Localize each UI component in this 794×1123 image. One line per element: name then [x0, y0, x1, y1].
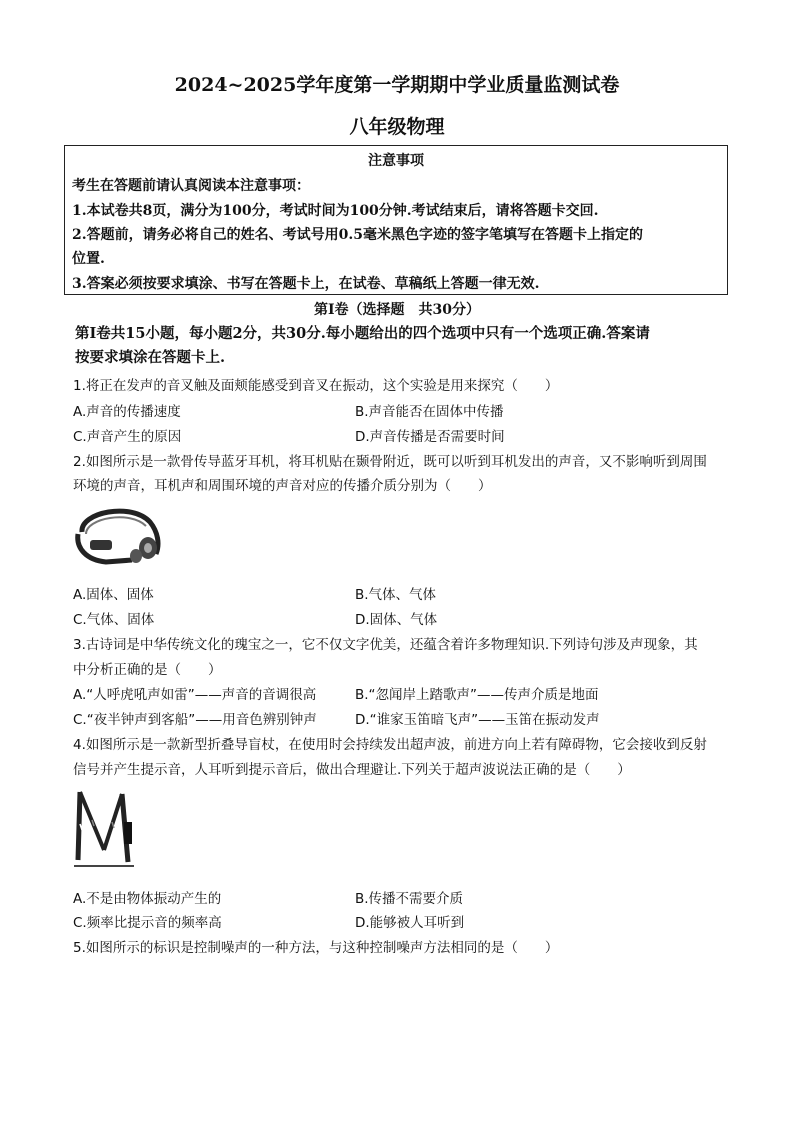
notice-heading: 注意事项	[368, 153, 424, 169]
q2-option-d[interactable]: D.固体、气体	[355, 612, 438, 628]
section-title: 第Ⅰ卷（选择题 共30分）	[313, 302, 481, 318]
q4-option-d[interactable]: D.能够被人耳听到	[355, 915, 465, 931]
notice-line: 2.答题前，请务必将自己的姓名、考试号用0.5毫米黑色字迹的签字笔填写在答题卡上指定的	[72, 227, 643, 243]
notice-line: 3.答案必须按要求填涂、书写在答题卡上，在试卷、草稿纸上答题一律无效.	[72, 276, 540, 292]
q2-option-a[interactable]: A.固体、固体	[73, 587, 154, 603]
q4-option-a[interactable]: A.不是由物体振动产生的	[73, 891, 222, 907]
exam-subject: 八年级物理	[349, 116, 445, 138]
question-1-stem: 1.将正在发声的音叉触及面颊能感受到音叉在振动，这个实验是用来探究（ ）	[73, 378, 559, 394]
notice-box	[64, 145, 728, 295]
q2-option-b[interactable]: B.气体、气体	[355, 587, 437, 603]
q2-option-c[interactable]: C.气体、固体	[73, 612, 155, 628]
bone-conduction-headphones-figure	[72, 504, 164, 572]
section-intro: 第Ⅰ卷共15小题，每小题2分，共30分.每小题给出的四个选项中只有一个选项正确.答案请	[75, 325, 650, 342]
q1-option-d[interactable]: D.声音传播是否需要时间	[355, 429, 505, 445]
notice-line: 1.本试卷共8页，满分为100分，考试时间为100分钟.考试结束后，请将答题卡交回.	[72, 203, 599, 219]
section-intro: 按要求填涂在答题卡上.	[75, 349, 226, 366]
q3-option-c[interactable]: C.“夜半钟声到客船”——用音色辨别钟声	[73, 712, 317, 728]
q4-option-b[interactable]: B.传播不需要介质	[355, 891, 464, 907]
question-2-stem: 2.如图所示是一款骨传导蓝牙耳机，将耳机贴在颞骨附近，既可以听到耳机发出的声音，又不影响听到周围	[73, 454, 707, 470]
question-5-stem: 5.如图所示的标识是控制噪声的一种方法，与这种控制噪声方法相同的是（ ）	[73, 940, 559, 956]
folding-cane-figure	[72, 788, 138, 870]
notice-line: 位置.	[72, 251, 105, 267]
question-4-stem: 信号并产生提示音，人耳听到提示音后，做出合理避让.下列关于超声波说法正确的是（ ）	[73, 762, 631, 778]
exam-title: 2024~2025学年度第一学期期中学业质量监测试卷	[174, 74, 620, 96]
question-2-stem: 环境的声音，耳机声和周围环境的声音对应的传播介质分别为（ ）	[73, 478, 492, 494]
q1-option-a[interactable]: A.声音的传播速度	[73, 404, 181, 420]
question-3-stem: 3.古诗词是中华传统文化的瑰宝之一，它不仅文字优美，还蕴含着许多物理知识.下列诗句涉及声现象，其	[73, 637, 698, 653]
q1-option-c[interactable]: C.声音产生的原因	[73, 429, 182, 445]
q1-option-b[interactable]: B.声音能否在固体中传播	[355, 404, 504, 420]
q3-option-d[interactable]: D.“谁家玉笛暗飞声”——玉笛在振动发声	[355, 712, 600, 728]
q3-option-b[interactable]: B.“忽闻岸上踏歌声”——传声介质是地面	[355, 687, 599, 703]
notice-line: 考生在答题前请认真阅读本注意事项：	[72, 178, 310, 194]
question-4-stem: 4.如图所示是一款新型折叠导盲杖，在使用时会持续发出超声波，前进方向上若有障碍物，它会接收到反射	[73, 737, 707, 753]
question-3-stem: 中分析正确的是（ ）	[73, 662, 222, 678]
q4-option-c[interactable]: C.频率比提示音的频率高	[73, 915, 222, 931]
q3-option-a[interactable]: A.“人呼虎吼声如雷”——声音的音调很高	[73, 687, 317, 703]
